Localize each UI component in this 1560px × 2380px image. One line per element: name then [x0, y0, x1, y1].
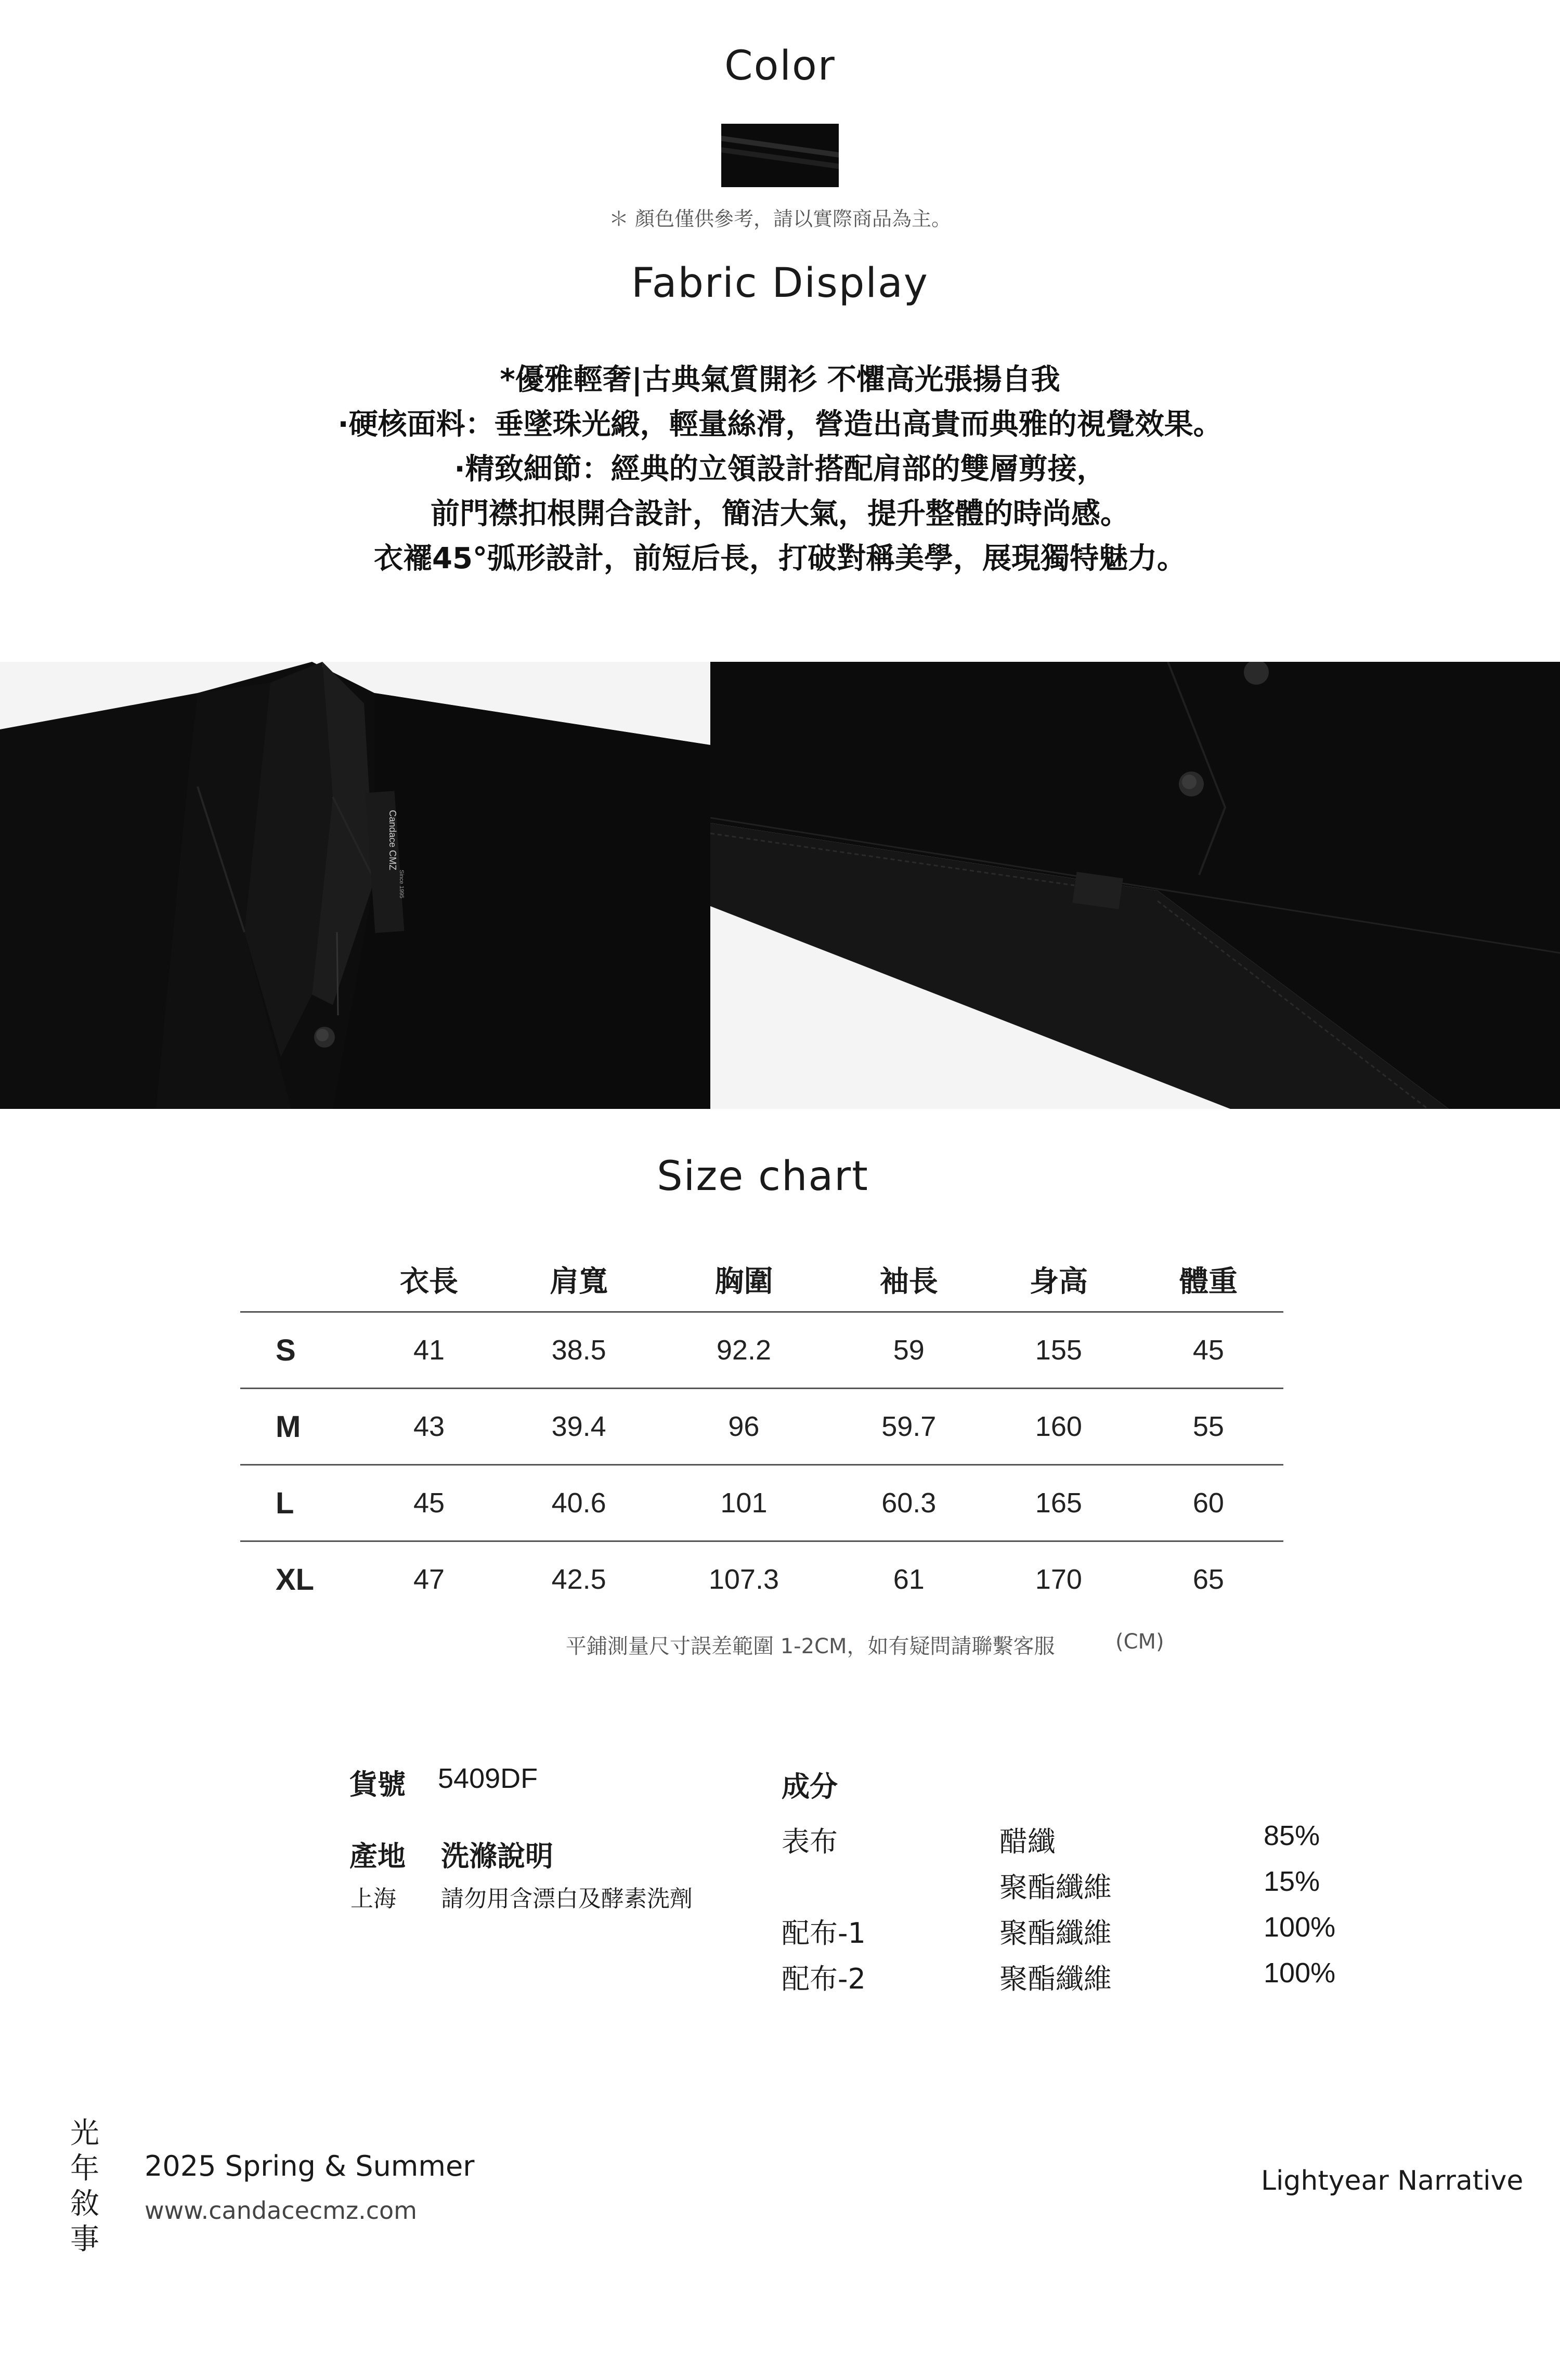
color-swatch[interactable]: [721, 124, 839, 187]
col-chest: 胸圍: [714, 1265, 773, 1299]
footer-tagline: Lightyear Narrative: [1261, 2165, 1524, 2196]
size-label: S: [240, 1312, 354, 1389]
hem-detail-photo: [710, 662, 1560, 1109]
comp-part: 表布: [782, 1825, 838, 1858]
item-no-value: 5409DF: [438, 1763, 538, 1794]
size-table-header: [240, 1248, 1283, 1312]
col-height: 身高: [1029, 1265, 1088, 1299]
cell: 41: [354, 1312, 504, 1389]
color-note: ＊ 顏色僅供參考，請以實際商品為主。: [608, 207, 952, 230]
vertical-title: [67, 2116, 103, 2257]
table-row: [240, 1389, 1283, 1465]
cell: 170: [984, 1541, 1134, 1617]
fabric-title: Fabric Display: [631, 260, 929, 307]
size-chart-title: Size chart: [657, 1153, 869, 1200]
comp-percent: 15%: [1264, 1866, 1320, 1897]
fabric-line: 衣襬45°弧形設計，前短后長，打破對稱美學，展現獨特魅力。: [374, 542, 1186, 576]
cell: 55: [1134, 1389, 1283, 1465]
cell: 96: [654, 1389, 834, 1465]
col-length: 衣長: [400, 1265, 459, 1299]
season-label: 2025 Spring & Summer: [145, 2150, 475, 2182]
col-sleeve: 袖長: [879, 1265, 938, 1299]
vertical-char: 事: [70, 2222, 99, 2256]
cell: 43: [354, 1389, 504, 1465]
vertical-char: 年: [70, 2152, 99, 2186]
table-row: [240, 1465, 1283, 1541]
comp-part: 配布-2: [782, 1963, 866, 1995]
comp-percent: 100%: [1264, 1957, 1336, 1989]
origin-label: 產地: [349, 1840, 406, 1873]
label-brand: Candace CMZ: [387, 810, 398, 871]
fabric-description: [0, 358, 1560, 581]
fabric-line: 前門襟扣根開合設計，簡洁大氣，提升整體的時尚感。: [431, 497, 1129, 531]
vertical-char: 光: [70, 2116, 99, 2150]
cell: 65: [1134, 1541, 1283, 1617]
cell: 40.6: [504, 1465, 654, 1541]
cell: 160: [984, 1389, 1134, 1465]
col-shoulder: 肩寬: [550, 1265, 608, 1299]
comp-percent: 85%: [1264, 1820, 1320, 1851]
unit-label: (CM): [1115, 1630, 1164, 1654]
cell: 60.3: [834, 1465, 984, 1541]
website-link[interactable]: www.candacecmz.com: [145, 2196, 417, 2225]
fabric-line: ·精致細節：經典的立領設計搭配肩部的雙層剪接，: [454, 452, 1106, 486]
collar-detail-photo: [0, 662, 710, 1109]
cell: 60: [1134, 1465, 1283, 1541]
comp-percent: 100%: [1264, 1912, 1336, 1943]
wash-value: 請勿用含漂白及酵素洗劑: [441, 1886, 693, 1912]
size-label: XL: [240, 1541, 354, 1617]
cell: 59: [834, 1312, 984, 1389]
cell: 155: [984, 1312, 1134, 1389]
table-row: [240, 1541, 1283, 1617]
comp-material: 聚酯纖維: [999, 1963, 1112, 1995]
cell: 42.5: [504, 1541, 654, 1617]
label-since: Since 1995: [398, 870, 405, 899]
cell: 39.4: [504, 1389, 654, 1465]
cell: 47: [354, 1541, 504, 1617]
fabric-line: *優雅輕奢|古典氣質開衫 不懼高光張揚自我: [500, 363, 1060, 397]
composition-title: 成分: [782, 1770, 838, 1803]
cell: 165: [984, 1465, 1134, 1541]
cell: 38.5: [504, 1312, 654, 1389]
size-label: L: [240, 1465, 354, 1541]
table-row: [240, 1312, 1283, 1389]
vertical-char: 敘: [70, 2187, 99, 2221]
size-table: [240, 1248, 1283, 1617]
cell: 45: [1134, 1312, 1283, 1389]
comp-material: 聚酯纖維: [999, 1871, 1112, 1904]
wash-label: 洗滌說明: [441, 1840, 553, 1873]
comp-part: 配布-1: [782, 1917, 866, 1950]
cell: 59.7: [834, 1389, 984, 1465]
comp-material: 聚酯纖維: [999, 1917, 1112, 1950]
cell: 101: [654, 1465, 834, 1541]
cell: 107.3: [654, 1541, 834, 1617]
cell: 61: [834, 1541, 984, 1617]
item-no-label: 貨號: [349, 1768, 406, 1801]
cell: 45: [354, 1465, 504, 1541]
cell: 92.2: [654, 1312, 834, 1389]
size-label: M: [240, 1389, 354, 1465]
col-weight: 體重: [1179, 1265, 1238, 1299]
color-title: Color: [724, 43, 836, 89]
measurement-note: 平鋪測量尺寸誤差範圍 1-2CM，如有疑問請聯繫客服: [566, 1634, 1055, 1658]
comp-material: 醋纖: [999, 1825, 1056, 1858]
fabric-line: ·硬核面料：垂墜珠光緞，輕量絲滑，營造出高貴而典雅的視覺效果。: [337, 408, 1223, 441]
origin-value: 上海: [350, 1886, 396, 1912]
